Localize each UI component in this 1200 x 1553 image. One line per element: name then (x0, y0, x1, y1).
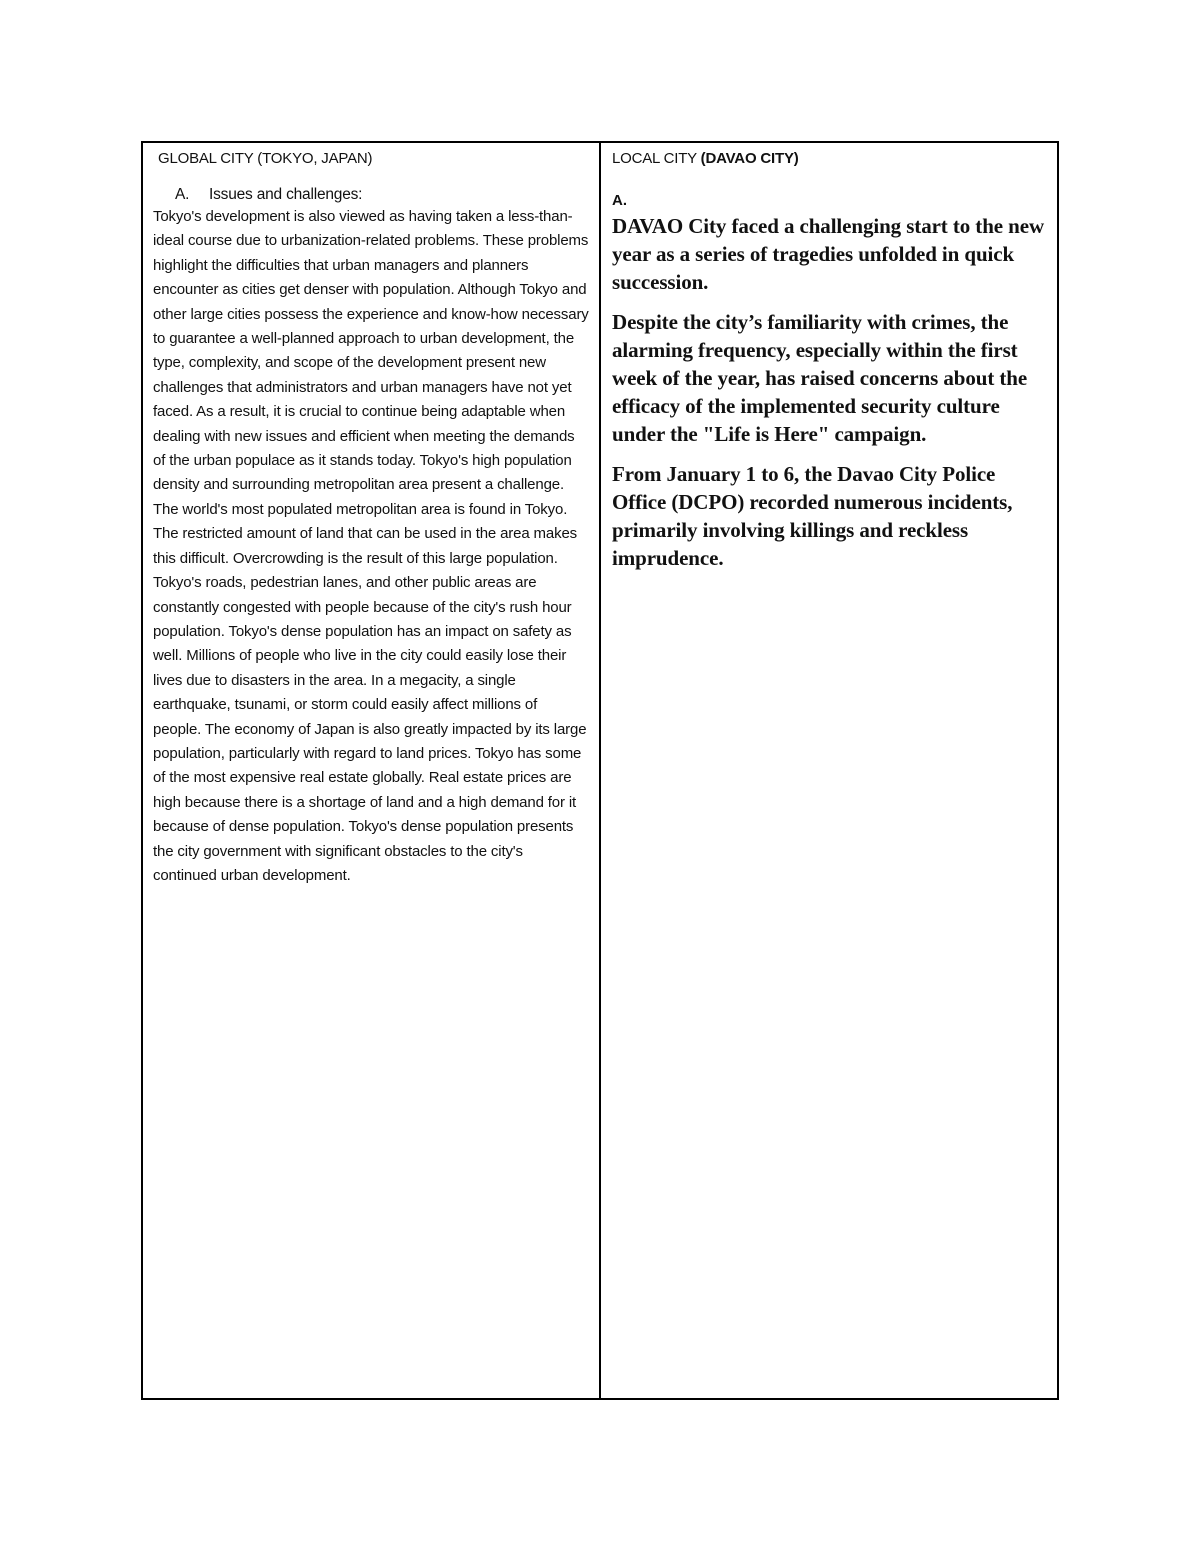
davao-paragraph-3: From January 1 to 6, the Davao City Police Office (DCPO) recorded numerous incidents, primarily involving killings and reckless imprudence. (612, 462, 1013, 570)
davao-paragraph-1: DAVAO City faced a challenging start to the new year as a series of tragedies unfolded in quick succession. (612, 214, 1045, 294)
local-section-letter: A. (612, 192, 627, 209)
tokyo-issues-body: Tokyo's development is also viewed as having taken a less-than-ideal course due to urbanization-related problems. These problems highlight the difficulties that urban managers and planners encounter as cities get denser with population. Although Tokyo and other large cities possess the experience and know-how necessary to guarantee a well-planned approach to urban development, the type, complexity, and scope of the development present new challenges that administrators and urban managers have not yet faced. As a result, it is crucial to continue being adaptable when dealing with new issues and efficient when meeting the demands of the urban populace as it stands today. Tokyo's high population density and surrounding metropolitan area present a challenge. The world's most populated metropolitan area is found in Tokyo. The restricted amount of land that can be used in the area makes this difficult. Overcrowding is the result of this large population. Tokyo's roads, pedestrian lanes, and other public areas are constantly congested with people because of the city's rush hour population. Tokyo's dense population has an impact on safety as well. Millions of people who live in the city could easily lose their lives due to disasters in the area. In a megacity, a single earthquake, tsunami, or storm could easily affect millions of people. The economy of Japan is also greatly impacted by its large population, particularly with regard to land prices. Tokyo has some of the most expensive real estate globally. Real estate prices are high because there is a shortage of land and a high demand for it because of dense population. Tokyo's dense population presents the city government with significant obstacles to the city's continued urban development. (153, 208, 589, 884)
issues-heading (175, 185, 589, 205)
local-city-heading (612, 149, 1045, 169)
local-city-heading-name: (DAVAO CITY) (700, 150, 799, 167)
davao-paragraph-2: Despite the city’s familiarity with crimes, the alarming frequency, especially within the first week of the year, has raised concerns about the efficacy of the implemented security culture under the "Life is Here" campaign. (612, 310, 1028, 446)
comparison-table (141, 141, 1059, 1400)
global-city-heading: GLOBAL CITY (TOKYO, JAPAN) (158, 150, 373, 167)
issues-letter: A. (175, 186, 190, 203)
local-city-heading-prefix: LOCAL CITY (612, 150, 701, 167)
local-city-cell (601, 143, 1057, 1398)
global-city-cell (143, 143, 601, 1398)
issues-title: Issues and challenges: (209, 186, 363, 203)
